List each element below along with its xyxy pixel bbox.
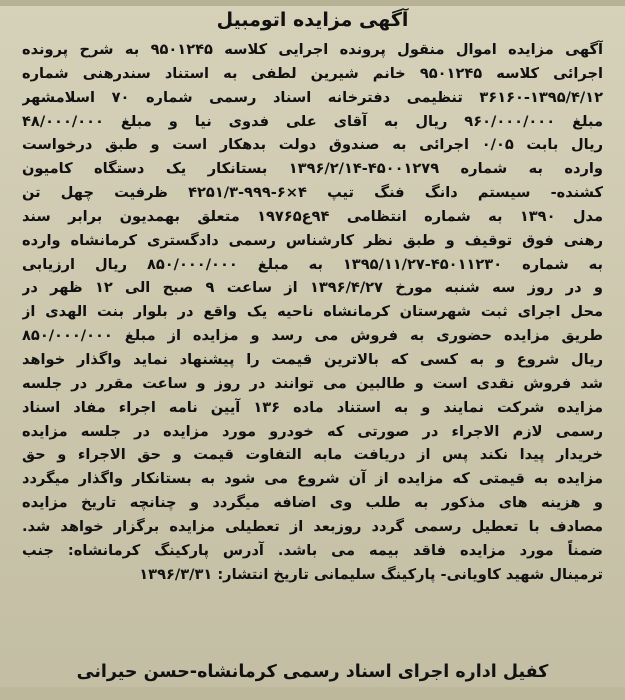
body-line: ریال شروع و به کسی که بالاترین قیمت را پیشنهاد نماید واگذار خواهد bbox=[22, 350, 603, 368]
body-line: ۳۶۱۶۰-۱۳۹۵/۴/۱۲ تنظیمی دفترخانه اسناد رسمی شماره ۷۰ اسلامشهر bbox=[22, 88, 603, 106]
body-line: ریال بابت ۰/۰۵ اجرائی به صندوق دولت بدهکار است و طبق درخواست bbox=[22, 136, 603, 154]
bottom-torn-edge bbox=[0, 687, 625, 700]
body-line: و هزینه های مذکور به طلب وی اضافه میگردد و چنانچه تاریخ مزایده bbox=[22, 494, 603, 512]
body-line: مدل ۱۳۹۰ به شماره انتظامی ۹۴ع۱۹۷۶۵ متعلق بهمدیون برابر سند bbox=[22, 207, 603, 225]
body-line: ترمینال شهید کاویانی- پارکینگ سلیمانی تاریخ انتشار: ۱۳۹۶/۳/۳۱ bbox=[139, 565, 603, 583]
body-line: اجرائی کلاسه ۹۵۰۱۲۴۵ خانم شیرین لطفی به استناد سندرهنی شماره bbox=[22, 64, 603, 82]
body-line: آگهی مزایده اموال منقول پرونده اجرایی کلاسه ۹۵۰۱۲۴۵ به شرح پرونده bbox=[22, 41, 603, 58]
body-line: رسمی لازم الاجراء در صورتی که خودرو مورد مزایده در جلسه مزایده bbox=[22, 422, 603, 440]
body-line: و در روز سه شنبه مورخ ۱۳۹۶/۴/۲۷ از ساعت ۹ صبح الی ۱۲ ظهر در bbox=[22, 279, 603, 297]
body-line: مصادف با تعطیل رسمی گردد روزبعد از تعطیلی مزایده برگزار خواهد شد. bbox=[22, 517, 603, 535]
body-line: وارده به شماره ۴۵۰۰۱۲۷۹-۱۳۹۶/۲/۱۴ بستانکار یک دستگاه کامیون bbox=[22, 160, 603, 178]
notice-body bbox=[22, 38, 603, 586]
body-line: ضمناً مورد مزایده فاقد بیمه می باشد. آدرس پارکینگ کرمانشاه: جنب bbox=[22, 541, 603, 559]
body-line: خریدار پیدا نکند پس از دریافت مابه التفاوت قیمت و حق الاجراء و حق bbox=[22, 446, 603, 464]
body-line: مزایده به قیمتی که مزایده از آن شروع می شود به بستانکار واگذار میگردد bbox=[22, 470, 603, 488]
body-line: مزایده شرکت نمایند و به استناد ماده ۱۳۶ آیین نامه اجراء مفاد اسناد bbox=[22, 398, 603, 416]
body-line: محل اجرای ثبت شهرستان کرمانشاه ناحیه یک واقع در بلوار بنت الهدی از bbox=[22, 303, 603, 321]
body-line: مبلغ ۹۶۰/۰۰۰/۰۰۰ ریال به آقای علی فدوی نیا و مبلغ ۴۸/۰۰۰/۰۰۰ bbox=[22, 112, 603, 130]
body-line: کشنده- سیستم دانگ فنگ تیپ ۴×۶-۹۹۹-۴۲۵۱/۳ ظرفیت چهل تن bbox=[22, 184, 603, 202]
signature-line: کفیل اداره اجرای اسناد رسمی کرمانشاه-حسن حیرانی bbox=[76, 662, 549, 682]
notice-title: آگهی مزایده اتومبیل bbox=[216, 9, 409, 31]
body-line: طریق مزایده حضوری به فروش می رسد و مزایده از مبلغ ۸۵۰/۰۰۰/۰۰۰ bbox=[22, 327, 603, 345]
body-line: به شماره ۴۵۰۱۱۲۳۰-۱۳۹۵/۱۱/۲۷ به مبلغ ۸۵۰/۰۰۰/۰۰۰ ریال ارزیابی bbox=[22, 255, 603, 273]
body-line: شد فروش نقدی است و طالبین می توانند در روز و ساعت مقرر در جلسه bbox=[22, 374, 603, 392]
body-line: رهنی فوق توقیف و طبق نظر کارشناس رسمی دادگستری کرمانشاه وارده bbox=[22, 231, 603, 249]
